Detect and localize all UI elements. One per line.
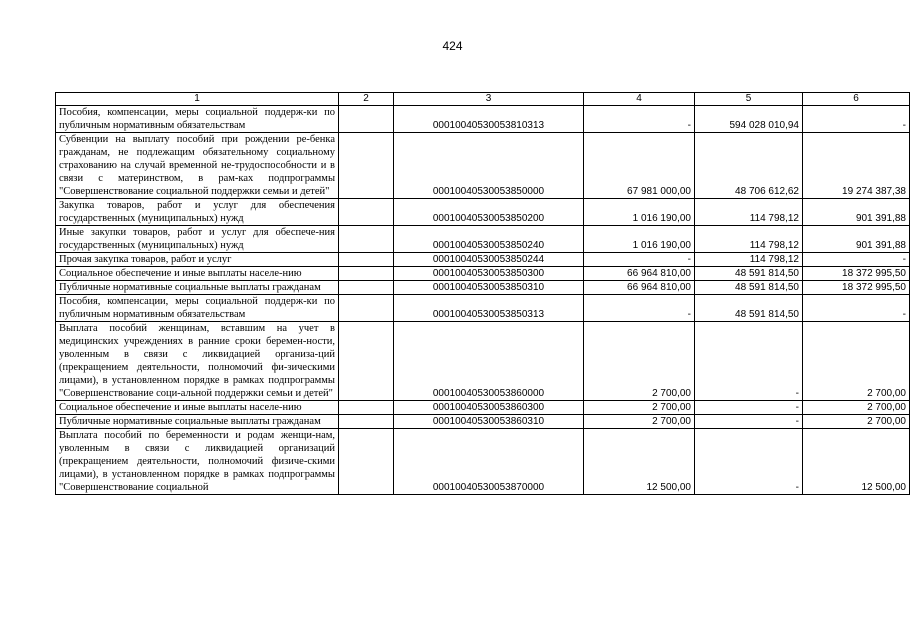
row-col2 — [339, 429, 394, 495]
table-row — [56, 401, 910, 415]
row-description: Субвенции на выплату пособий при рождении ре-бенка гражданам, не подлежащим обязательному социальному страхованию на случай временной не-трудоспособности и в связи с материнством, в рам-ках подпрограммы "Совершенствование социальной поддержки семьи и детей" — [56, 133, 339, 199]
row-col2 — [339, 281, 394, 295]
table-row — [56, 429, 910, 495]
row-code: 00010040530053810313 — [394, 106, 584, 133]
row-value-4: 12 500,00 — [584, 429, 695, 495]
column-header-2: 2 — [339, 93, 394, 106]
table-row — [56, 133, 910, 199]
row-value-6: 2 700,00 — [803, 401, 910, 415]
column-header-6: 6 — [803, 93, 910, 106]
row-code: 00010040530053850300 — [394, 267, 584, 281]
table-row — [56, 267, 910, 281]
row-code: 00010040530053870000 — [394, 429, 584, 495]
row-value-4: 1 016 190,00 — [584, 226, 695, 253]
row-value-6: 901 391,88 — [803, 199, 910, 226]
table-row — [56, 253, 910, 267]
row-description: Социальное обеспечение и иные выплаты населе-нию — [56, 267, 339, 281]
column-header-3: 3 — [394, 93, 584, 106]
column-header-4: 4 — [584, 93, 695, 106]
row-value-6: 19 274 387,38 — [803, 133, 910, 199]
row-description: Пособия, компенсации, меры социальной поддерж-ки по публичным нормативным обязательствам — [56, 106, 339, 133]
row-value-5: - — [695, 429, 803, 495]
column-header-5: 5 — [695, 93, 803, 106]
row-col2 — [339, 253, 394, 267]
row-value-4: 2 700,00 — [584, 415, 695, 429]
row-value-4: 2 700,00 — [584, 401, 695, 415]
row-col2 — [339, 199, 394, 226]
row-value-5: 48 591 814,50 — [695, 267, 803, 281]
row-description: Публичные нормативные социальные выплаты гражданам — [56, 281, 339, 295]
row-col2 — [339, 415, 394, 429]
table-row — [56, 415, 910, 429]
row-description: Закупка товаров, работ и услуг для обеспечения государственных (муниципальных) нужд — [56, 199, 339, 226]
table-row — [56, 281, 910, 295]
row-value-4: - — [584, 106, 695, 133]
row-code: 00010040530053850000 — [394, 133, 584, 199]
table-row — [56, 226, 910, 253]
row-value-5: 114 798,12 — [695, 199, 803, 226]
row-value-6: 2 700,00 — [803, 415, 910, 429]
row-col2 — [339, 401, 394, 415]
row-description: Выплата пособий по беременности и родам женщи-нам, уволенным в связи с ликвидацией организаций (прекращением деятельности, полномочий физиче-скими лицами), в установленном порядке в рамках подпрограммы "Совершенствование социальной — [56, 429, 339, 495]
row-code: 00010040530053850200 — [394, 199, 584, 226]
row-code: 00010040530053860300 — [394, 401, 584, 415]
row-code: 00010040530053850240 — [394, 226, 584, 253]
row-col2 — [339, 133, 394, 199]
row-description: Иные закупки товаров, работ и услуг для обеспече-ния государственных (муниципальных) нужд — [56, 226, 339, 253]
table-row — [56, 322, 910, 401]
row-code: 00010040530053850313 — [394, 295, 584, 322]
table-row — [56, 199, 910, 226]
row-value-5: - — [695, 401, 803, 415]
row-description: Публичные нормативные социальные выплаты гражданам — [56, 415, 339, 429]
row-value-6: - — [803, 106, 910, 133]
column-header-1: 1 — [56, 93, 339, 106]
row-value-5: 114 798,12 — [695, 253, 803, 267]
row-col2 — [339, 106, 394, 133]
row-value-5: 48 706 612,62 — [695, 133, 803, 199]
row-value-5: - — [695, 415, 803, 429]
row-col2 — [339, 267, 394, 281]
header-row — [56, 93, 910, 106]
row-col2 — [339, 322, 394, 401]
row-value-6: 18 372 995,50 — [803, 281, 910, 295]
row-code: 00010040530053850244 — [394, 253, 584, 267]
row-col2 — [339, 226, 394, 253]
row-value-4: 66 964 810,00 — [584, 267, 695, 281]
page-number: 424 — [442, 39, 463, 53]
row-code: 00010040530053850310 — [394, 281, 584, 295]
row-value-5: 48 591 814,50 — [695, 281, 803, 295]
row-value-6: 12 500,00 — [803, 429, 910, 495]
row-description: Пособия, компенсации, меры социальной поддерж-ки по публичным нормативным обязательствам — [56, 295, 339, 322]
row-value-4: - — [584, 295, 695, 322]
row-value-4: 1 016 190,00 — [584, 199, 695, 226]
row-description: Выплата пособий женщинам, вставшим на учет в медицинских учреждениях в ранние сроки беремен-ности, уволенным в связи с ликвидацией организа-ций (прекращением деятельности, полномочий фи-зическими лицами), в установленном порядке в рамках подпрограммы "Совершенствование соци-альной поддержки семьи и детей" — [56, 322, 339, 401]
row-description: Социальное обеспечение и иные выплаты населе-нию — [56, 401, 339, 415]
row-code: 00010040530053860310 — [394, 415, 584, 429]
row-value-4: 66 964 810,00 — [584, 281, 695, 295]
row-value-6: - — [803, 295, 910, 322]
row-value-4: - — [584, 253, 695, 267]
table-row — [56, 295, 910, 322]
row-value-6: 901 391,88 — [803, 226, 910, 253]
row-value-4: 2 700,00 — [584, 322, 695, 401]
budget-table — [55, 92, 910, 495]
row-code: 00010040530053860000 — [394, 322, 584, 401]
row-description: Прочая закупка товаров, работ и услуг — [56, 253, 339, 267]
table-row — [56, 106, 910, 133]
row-col2 — [339, 295, 394, 322]
row-value-6: 2 700,00 — [803, 322, 910, 401]
row-value-6: - — [803, 253, 910, 267]
row-value-5: 114 798,12 — [695, 226, 803, 253]
row-value-6: 18 372 995,50 — [803, 267, 910, 281]
row-value-5: 594 028 010,94 — [695, 106, 803, 133]
row-value-5: 48 591 814,50 — [695, 295, 803, 322]
row-value-5: - — [695, 322, 803, 401]
row-value-4: 67 981 000,00 — [584, 133, 695, 199]
